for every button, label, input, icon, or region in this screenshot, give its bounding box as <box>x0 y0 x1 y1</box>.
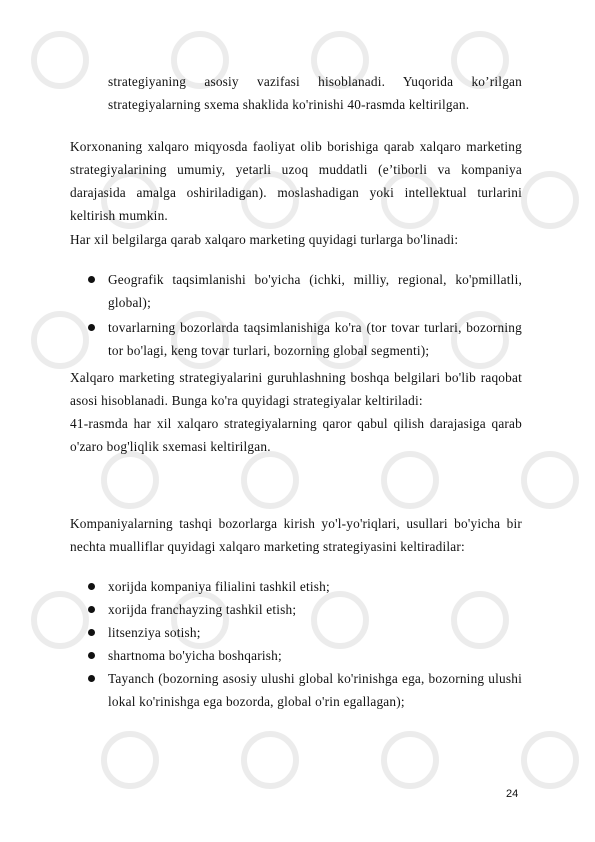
list-item-text: tovarlarning bozorlarda taqsimlanishiga ko'ra (tor tovar turlari, bozorning tor bo'lagi, keng tovar turlari, bozorning global segmenti); <box>108 320 522 358</box>
bullet-icon <box>88 675 95 682</box>
list-item-text: xorijda franchayzing tashkil etish; <box>108 602 297 617</box>
bullet-icon <box>88 629 95 636</box>
bullet-icon <box>88 324 95 331</box>
paragraph-competition-basis: Xalqaro marketing strategiyalarini guruhlashning boshqa belgilari bo'lib raqobat asosi hisoblanadi. Bunga ko'ra quyidagi strategiyalar keltiriladi: <box>70 370 522 408</box>
paragraph-classification: Har xil belgilarga qarab xalqaro marketing quyidagi turlarga bo'linadi: <box>70 232 459 247</box>
paragraph-market-entry: Kompaniyalarning tashqi bozorlarga kirish yo'l-yo'riqlari, usullari bo'yicha bir nechta mualliflar quyidagi xalqaro marketing strategiyasini keltiradilar: <box>70 516 522 554</box>
paragraph-figure-41: 41-rasmda har xil xalqaro strategiyalarning qaror qabul qilish darajasiga qarab o'zaro bog'liqlik sxemasi keltirilgan. <box>70 416 522 454</box>
list-item-text: shartnoma bo'yicha boshqarish; <box>108 648 282 663</box>
list-item-text: litsenziya sotish; <box>108 625 201 640</box>
paragraph-intro-continued: strategiyaning asosiy vazifasi hisoblanadi. Yuqorida ko’rilgan strategiyalarning sxema shaklida ko'rinishi 40-rasmda keltirilgan. <box>108 74 522 112</box>
list-item-text: Tayanch (bozorning asosiy ulushi global ko'rinishga ega, bozorning ulushi lokal ko'rinishga ega bozorda, global o'rin egallagan); <box>108 671 522 709</box>
bullet-icon <box>88 583 95 590</box>
paragraph-strategy-types: Korxonaning xalqaro miqyosda faoliyat olib borishiga qarab xalqaro marketing strategiyalarining umumiy, yetarli uzoq muddatli (e’tiborli va kompaniya darajasida amalga oshiriladigan). moslashadigan yoki intellektual turlarini keltirish mumkin. <box>70 139 522 223</box>
bullet-icon <box>88 276 95 283</box>
list-item-text: Geografik taqsimlanishi bo'yicha (ichki, milliy, regional, ko'pmillatli, global); <box>108 272 522 310</box>
page-number: 24 <box>506 788 519 800</box>
bullet-icon <box>88 606 95 613</box>
bullet-icon <box>88 652 95 659</box>
list-item-text: xorijda kompaniya filialini tashkil etish; <box>108 579 330 594</box>
